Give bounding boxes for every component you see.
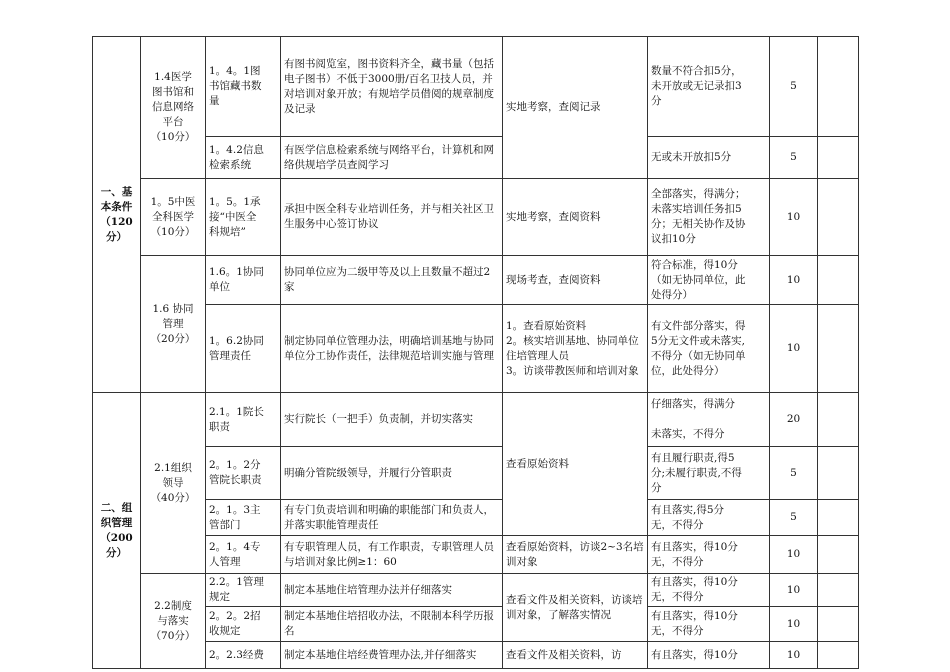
score-cell: 10: [770, 607, 818, 642]
method-cell: 1。查看原始资料 2。核实培训基地、协同单位住培管理人员 3。访谈带教医师和培训对象: [503, 305, 648, 393]
subcategory-cell: 2.2制度 与落实 （70分）: [141, 574, 206, 669]
content-cell: 制定本基地住培经费管理办法,并仔细落实: [281, 642, 503, 669]
standard-cell: 有且落实，得10分 无，不得分: [648, 536, 770, 574]
empty-cell: [818, 574, 859, 607]
content-cell: 有医学信息检索系统与网络平台，计算机和网络供规培学员查阅学习: [281, 137, 503, 179]
item-cell: 2。2。2招 收规定: [206, 607, 281, 642]
empty-cell: [818, 256, 859, 305]
item-cell: 2.2。1管理 规定: [206, 574, 281, 607]
empty-cell: [818, 393, 859, 447]
standard-cell: 仔细落实，得满分 未落实，不得分: [648, 393, 770, 447]
table-row: [93, 536, 859, 574]
method-cell: 查看文件及相关资料，访: [503, 642, 648, 669]
item-cell: 2。1。3主 管部门: [206, 500, 281, 536]
table-row: [93, 500, 859, 536]
content-cell: 有专门负责培训和明确的职能部门和负责人，并落实职能管理责任: [281, 500, 503, 536]
subcategory-cell: 1.6 协同 管理 （20分）: [141, 256, 206, 393]
category-cell: 一、基 本条件 （120 分）: [93, 37, 141, 393]
content-cell: 制定本基地住培招收办法，不限制本科学历报名: [281, 607, 503, 642]
empty-cell: [818, 179, 859, 256]
standard-cell: 有且落实，得10分 无，不得分: [648, 607, 770, 642]
item-cell: 1。4.2信息 检索系统: [206, 137, 281, 179]
content-cell: 协同单位应为二级甲等及以上且数量不超过2家: [281, 256, 503, 305]
subcategory-cell: 2.1组织 领导 （40分）: [141, 393, 206, 574]
content-cell: 有专职管理人员，有工作职责，专职管理人员与培训对象比例≥1：60: [281, 536, 503, 574]
method-cell: 查看文件及相关资料，访谈培训对象，了解落实情况: [503, 574, 648, 642]
table-row: [93, 137, 859, 179]
item-cell: 2。1。2分 管院长职责: [206, 447, 281, 500]
item-cell: 2。1。4专 人管理: [206, 536, 281, 574]
method-cell: 实地考察，查阅资料: [503, 179, 648, 256]
score-cell: 10: [770, 642, 818, 669]
empty-cell: [818, 607, 859, 642]
standard-cell: 数量不符合扣5分， 未开放或无记录扣3 分: [648, 37, 770, 137]
empty-cell: [818, 642, 859, 669]
method-cell: 实地考察，查阅记录: [503, 37, 648, 179]
item-cell: 2.1。1院长 职责: [206, 393, 281, 447]
evaluation-table: [92, 36, 859, 669]
table-row: [93, 305, 859, 393]
score-cell: 10: [770, 574, 818, 607]
table-row: [93, 37, 859, 137]
content-cell: 有图书阅览室，图书资料齐全，藏书量（包括电子图书）不低于3000册/百名卫技人员，并对培训对象开放；有规培学员借阅的规章制度及记录: [281, 37, 503, 137]
item-cell: 1。4。1图 书馆藏书数 量: [206, 37, 281, 137]
item-cell: 1.6。1协同 单位: [206, 256, 281, 305]
table-row: [93, 642, 859, 669]
standard-cell: 有且落实,得5分 无，不得分: [648, 500, 770, 536]
content-cell: 制定协同单位管理办法，明确培训基地与协同单位分工协作责任，法律规范培训实施与管理: [281, 305, 503, 393]
content-cell: 承担中医全科专业培训任务，并与相关社区卫生服务中心签订协议: [281, 179, 503, 256]
score-cell: 5: [770, 137, 818, 179]
table-row: [93, 393, 859, 447]
method-cell: 查看原始资料，访谈2~3名培训对象: [503, 536, 648, 574]
subcategory-cell: 1.4医学 图书馆和 信息网络 平台 （10分）: [141, 37, 206, 179]
standard-cell: 符合标准，得10分 （如无协同单位，此 处得分）: [648, 256, 770, 305]
table-row: [93, 574, 859, 607]
score-cell: 10: [770, 305, 818, 393]
score-cell: 5: [770, 500, 818, 536]
standard-cell: 有文件部分落实，得 5分无文件或未落实, 不得分（如无协同单位，此处得分）: [648, 305, 770, 393]
standard-cell: 全部落实，得满分； 未落实培训任务扣5 分；无相关协作及协 议扣10分: [648, 179, 770, 256]
score-cell: 5: [770, 447, 818, 500]
score-cell: 10: [770, 179, 818, 256]
standard-cell: 无或未开放扣5分: [648, 137, 770, 179]
table-row: [93, 447, 859, 500]
method-cell: 查看原始资料: [503, 393, 648, 536]
standard-cell: 有且履行职责,得5 分;未履行职责,不得 分: [648, 447, 770, 500]
score-cell: 5: [770, 37, 818, 137]
empty-cell: [818, 305, 859, 393]
score-cell: 10: [770, 256, 818, 305]
score-cell: 20: [770, 393, 818, 447]
content-cell: 制定本基地住培管理办法并仔细落实: [281, 574, 503, 607]
score-cell: 10: [770, 536, 818, 574]
standard-cell: 有且落实，得10分: [648, 642, 770, 669]
empty-cell: [818, 37, 859, 137]
item-cell: 2。2.3经费: [206, 642, 281, 669]
empty-cell: [818, 137, 859, 179]
table-row: [93, 179, 859, 256]
subcategory-cell: 1。5中医 全科医学 （10分）: [141, 179, 206, 256]
content-cell: 实行院长（一把手）负责制，并切实落实: [281, 393, 503, 447]
category-cell: 二、组 织管理 （200 分）: [93, 393, 141, 669]
table-row: [93, 256, 859, 305]
item-cell: 1。6.2协同 管理责任: [206, 305, 281, 393]
standard-cell: 有且落实，得10分 无，不得分: [648, 574, 770, 607]
item-cell: 1。5。1承 接“中医全 科规培”: [206, 179, 281, 256]
empty-cell: [818, 500, 859, 536]
empty-cell: [818, 447, 859, 500]
empty-cell: [818, 536, 859, 574]
method-cell: 现场考查，查阅资料: [503, 256, 648, 305]
table-row: [93, 607, 859, 642]
content-cell: 明确分管院级领导，并履行分管职责: [281, 447, 503, 500]
